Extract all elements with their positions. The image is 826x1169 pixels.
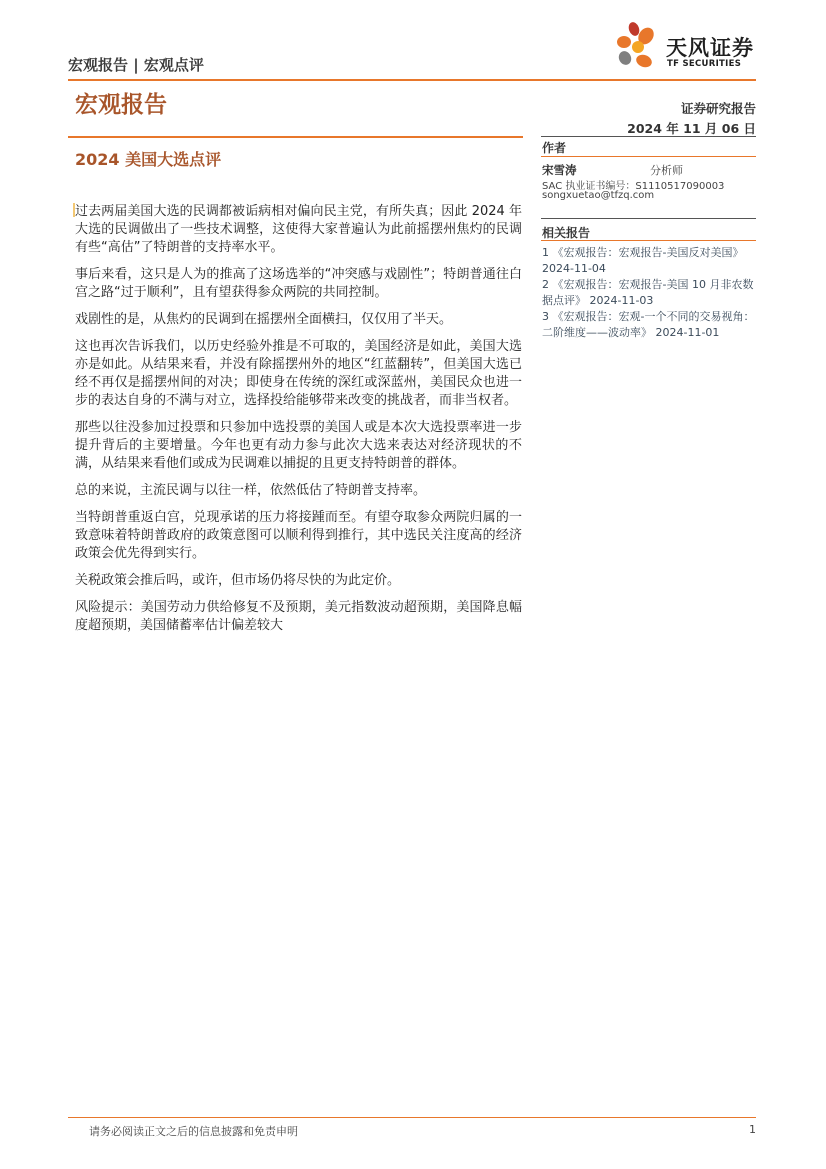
related-report-item[interactable]: 2 《宏观报告：宏观报告-美国 10 月非农数据点评》 2024-11-03	[542, 278, 754, 307]
author-email[interactable]: songxuetao@tfzq.com	[542, 190, 655, 201]
body-paragraph: 这也再次告诉我们，以历史经验外推是不可取的，美国经济是如此，美国大选亦是如此。从结果来看，并没有除摇摆州外的地区“红蓝翻转”，但美国大选已经不再仅是摇摆州间的对决；即使身在传统的深红或深蓝州，美国民众也进一步的表达自身的不满与对立，选择投给能够带来改变的挑战者，而非当权者。	[75, 339, 522, 408]
sidebar-top-divider	[541, 136, 756, 137]
report-body	[75, 203, 522, 644]
report-subtitle: 2024 美国大选点评	[75, 150, 222, 169]
footer-disclaimer: 请务必阅读正文之后的信息披露和免责申明	[89, 1125, 298, 1138]
report-date: 2024 年 11 月 06 日	[627, 121, 756, 136]
related-reports-list	[542, 245, 756, 341]
risk-warning: 风险提示：美国劳动力供给修复不及预期，美元指数波动超预期，美国降息幅度超预期，美国储蓄率估计偏差较大	[75, 600, 522, 633]
tf-securities-logo	[612, 20, 758, 72]
logo-name-cn: 天风证券	[666, 36, 754, 60]
body-paragraph: 过去两届美国大选的民调都被诟病相对偏向民主党，有所失真；因此 2024 年大选的民调做出了一些技术调整，这使得大家普遍认为此前摇摆州焦灼的民调有些“高估”了特朗普的支持率水平。	[75, 204, 522, 255]
body-paragraph: 那些以往没参加过投票和只参加中选投票的美国人或是本次大选投票率进一步提升背后的主要增量。今年也更有动力参与此次大选来表达对经济现状的不满，从结果来看他们或成为民调难以捕捉的且更支持特朗普的群体。	[75, 420, 522, 471]
logo-mark-icon	[612, 20, 664, 72]
body-paragraph: 关税政策会推后吗，或许，但市场仍将尽快的为此定价。	[75, 573, 401, 588]
body-paragraph: 总的来说，主流民调与以往一样，依然低估了特朗普支持率。	[75, 483, 427, 498]
footer-divider	[68, 1117, 756, 1118]
page-title: 宏观报告	[75, 92, 167, 118]
related-top-divider	[541, 218, 756, 219]
related-heading-underline	[541, 240, 756, 241]
page-number: 1	[749, 1123, 756, 1136]
related-report-item[interactable]: 3 《宏观报告：宏观-一个不同的交易视角：二阶维度——波动率》 2024-11-01	[542, 310, 755, 339]
title-divider	[68, 136, 523, 138]
report-category: 宏观报告 | 宏观点评	[68, 56, 204, 74]
author-heading: 作者	[542, 141, 567, 155]
related-heading: 相关报告	[542, 226, 591, 240]
body-paragraph: 当特朗普重返白宫，兑现承诺的压力将接踵而至。有望夺取参众两院归属的一致意味着特朗普政府的政策意图可以顺利得到推行，其中选民关注度高的经济政策会优先得到实行。	[75, 510, 522, 561]
header-divider	[68, 79, 756, 81]
logo-name-en: TF SECURITIES	[667, 59, 742, 69]
author-sac-number: SAC 执业证书编号：S1110517090003	[542, 181, 725, 192]
report-type: 证券研究报告	[680, 101, 756, 116]
body-paragraph: 戏剧性的是，从焦灼的民调到在摇摆州全面横扫，仅仅用了半天。	[75, 312, 453, 327]
author-heading-underline	[541, 156, 756, 157]
author-role: 分析师	[650, 164, 683, 177]
body-paragraph: 事后来看，这只是人为的推高了这场选举的“冲突感与戏剧性”；特朗普通往白宫之路“过于顺利”，且有望获得参众两院的共同控制。	[75, 267, 522, 300]
related-report-item[interactable]: 1 《宏观报告：宏观报告-美国反对美国》 2024-11-04	[542, 246, 744, 275]
author-name: 宋雪涛	[542, 163, 577, 177]
